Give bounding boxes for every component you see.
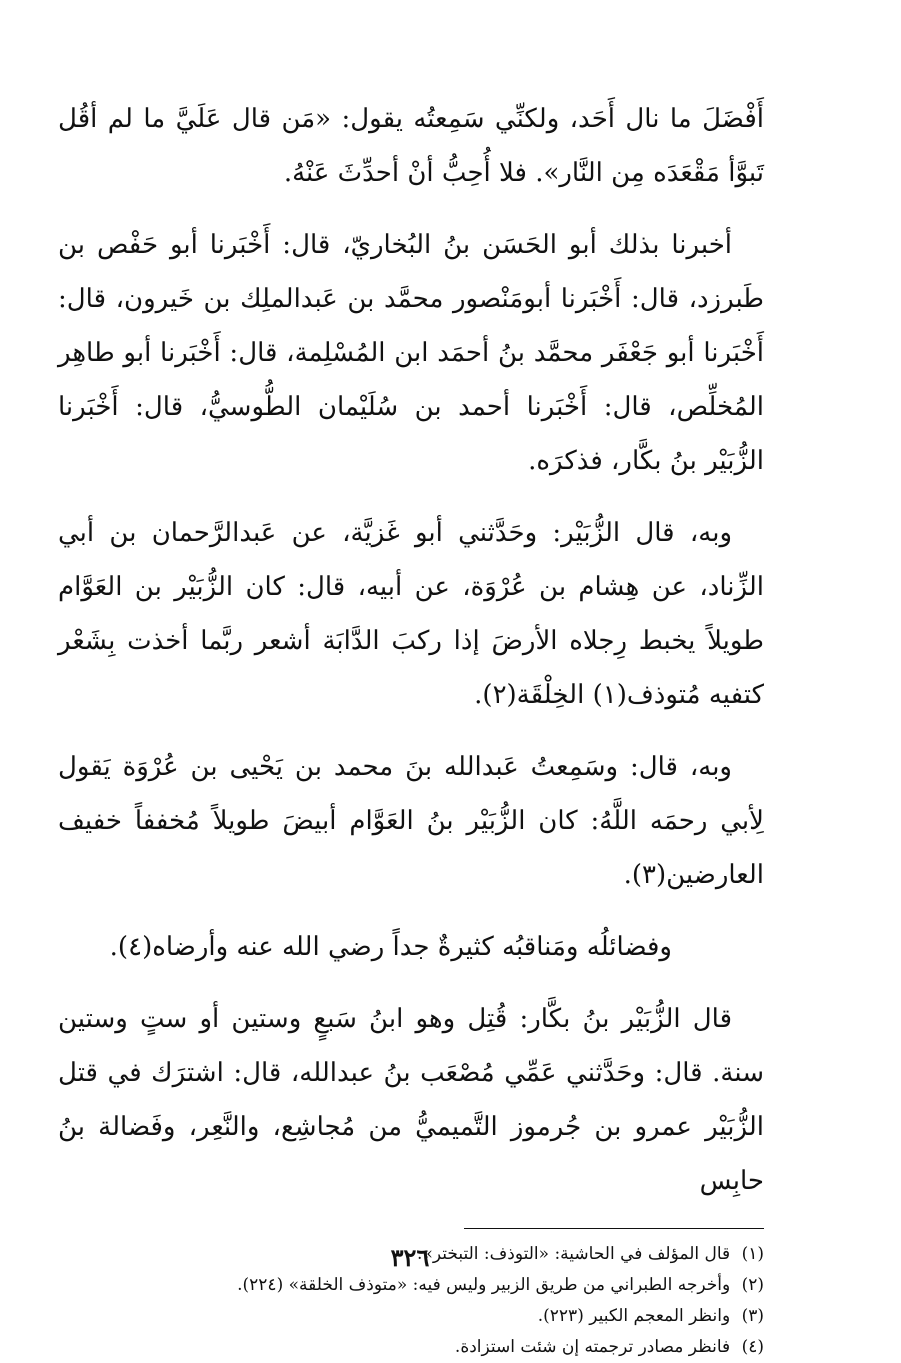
footnote-number: (١) xyxy=(741,1244,764,1264)
footnote-divider xyxy=(464,1228,764,1229)
paragraph-2: أخبرنا بذلك أبو الحَسَن بنُ البُخاريّ، قال: أَخْبَرنا أبو حَفْص بن طَبرزد، قال: أَخْبَرنا أبومَنْصور محمَّد بن عَبدالملِك بن خَيرون، قال: أَخْبَرنا أبو جَعْفَر محمَّد بنُ أحمَد ابن المُسْلِمة، قال: أَخْبَرنا أبو طاهِر المُخلِّص، قال: أَخْبَرنا أحمد بن سُلَيْمان الطُّوسيُّ، قال: أَخْبَرنا الزُّبَيْر بنُ بكَّار، فذكرَه. xyxy=(58,230,764,476)
page-body xyxy=(58,92,764,1363)
footnote-4 xyxy=(58,1332,764,1363)
footnote-number: (٣) xyxy=(741,1306,764,1326)
footnote-text: قال المؤلف في الحاشية: «التوذف: التبختر». xyxy=(417,1244,731,1264)
footnote-number: (٤) xyxy=(741,1337,764,1357)
page-number: ٣٢٦ xyxy=(390,1243,430,1272)
footnote-2 xyxy=(58,1270,764,1301)
footnote-text: وأخرجه الطبراني من طريق الزبير وليس فيه: «متوذف الخلقة» (٢٢٤). xyxy=(237,1275,731,1295)
paragraph-1: أَفْضَلَ ما نال أَحَد، ولكنِّي سَمِعتُه يقول: «مَن قال عَلَيَّ ما لم أقُل تَبوَّأ مَقْعَدَه مِن النَّار». فلا أُحِبُّ أنْ أحدِّثَ عَنْهُ. xyxy=(58,104,764,188)
paragraph-3: وبه، قال الزُّبَيْر: وحَدَّثني أبو غَزيَّة، عن عَبدالرَّحمان بن أبي الزِّناد، عن هِشام بن عُرْوَة، عن أبيه، قال: كان الزُّبَيْر بن العَوَّام طويلاً يخبط رِجلاه الأرضَ إذا ركبَ الدَّابَة أشعر ربَّما أخذت بِشَعْر كتفيه مُتوذف(١) الخِلْقَة(٢). xyxy=(58,518,764,710)
paragraph-5: وفضائلُه ومَناقبُه كثيرةٌ جداً رضي الله عنه وأرضاه(٤). xyxy=(109,932,672,962)
footnote-3 xyxy=(58,1301,764,1332)
paragraph-4: وبه، قال: وسَمِعتُ عَبدالله بنَ محمد بن يَحْيى بن عُرْوَة يَقول لِأبي رحمَه اللَّهُ: كان الزُّبَيْر بنُ العَوَّام أبيضَ طويلاً مُخففاً خفيف العارضين(٣). xyxy=(58,752,764,890)
paragraph-6: قال الزُّبَيْر بنُ بكَّار: قُتِل وهو ابنُ سَبعٍ وستين أو ستٍ وستين سنة. قال: وحَدَّثني عَمِّي مُصْعَب بنُ عبدالله، قال: اشترَك في قتل الزُّبَيْر عمرو بن جُرموز التَّميميُّ من مُجاشِع، والنَّعِر، وفَضالة بنُ حابِس xyxy=(58,1004,764,1196)
footnote-number: (٢) xyxy=(741,1275,764,1295)
footnote-text: وانظر المعجم الكبير (٢٢٣). xyxy=(537,1306,731,1326)
footnote-text: فانظر مصادر ترجمته إن شئت استزادة. xyxy=(454,1337,731,1357)
